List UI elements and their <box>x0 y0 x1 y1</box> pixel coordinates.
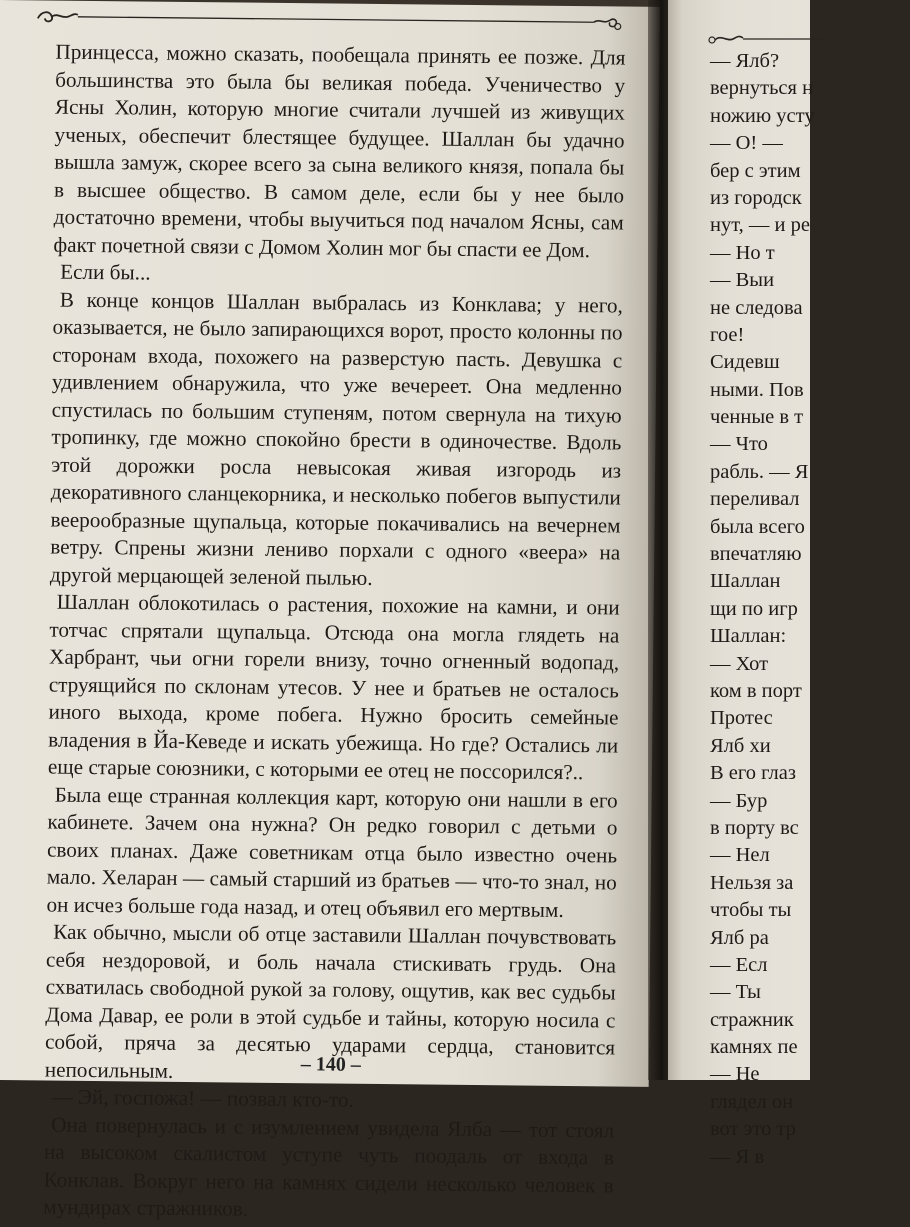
text-line: вот это тр <box>710 1118 796 1141</box>
text-line: вернуться н <box>710 77 814 100</box>
paragraph: Была еще странная коллекция карт, которую они нашли в его кабинете. Зачем она нужна? Он редко говорил с детьми о своих планах. Даже советникам отца было известно очень мало. Хеларан — самый старший из братьев — что-то знал, но он исчез больше года назад, и отец объявил его мертвым. <box>46 782 618 922</box>
text-line: — Я в <box>710 1145 765 1168</box>
text-line: нут, — и ре <box>710 214 810 237</box>
paragraph: Если бы... <box>60 259 151 285</box>
text-line: ножию усту <box>710 104 815 127</box>
text-line: Сидевш <box>710 351 780 374</box>
text-line: рабль. — Я <box>710 460 809 483</box>
text-line: Шаллан: <box>710 625 787 648</box>
text-line: — Ялб? <box>710 50 780 72</box>
right-page-body <box>710 48 910 1171</box>
text-line: Протес <box>710 707 773 730</box>
right-page <box>668 0 815 1168</box>
text-line: чтобы ты <box>710 899 792 922</box>
text-line: — Бур <box>710 789 768 812</box>
text-line: — Не <box>710 1063 760 1086</box>
text-line: стражник <box>710 1008 794 1031</box>
header-ornament <box>706 30 826 48</box>
text-line: камнях пе <box>710 1036 798 1059</box>
left-page-body <box>43 39 625 1227</box>
paragraph: Шаллан облокотилась о растения, похожие на камни, и они тотчас спрятали щупальца. Отсюда она могла глядеть на Харбрант, чьи огни горели внизу, точно огненный водопад, струящийся по склонам утесов. У нее и братьев не осталось иного выхода, кроме побега. Нужно бросить семейные владения в Йа-Кеведе и искать убежища. Но где? Остались ли еще старые союзники, с которыми ее отец не поссорился?.. <box>47 589 620 785</box>
text-line: гое! <box>710 323 745 346</box>
text-line: не следова <box>710 296 803 319</box>
page-number: – 140 – <box>300 1053 361 1076</box>
text-line: — Нел <box>710 844 770 867</box>
paragraph: В конце концов Шаллан выбралась из Конклава; у него, оказывается, не было запирающихся ворот, просто колонны по сторонам входа, похожего на разверстую пасть. Девушка с удивлением обнаружила, что уже вечереет. Она медленно спустилась по большим ступеням, потом свернула на тихую тропинку, где можно спокойно брести в одиночестве. Вдоль этой дорожки росла невысокая живая изгородь из декоративного сланцекорника, и несколько побегов выпустили веерообразные щупальца, которые покачивались на вечернем ветру. Спрены жизни лениво порхали с одного «веера» на другой мерцающей зеленой пылью. <box>49 287 623 590</box>
text-line: переливал <box>710 488 800 511</box>
text-line: Ялб хи <box>710 734 771 757</box>
text-line: ком в порт <box>710 679 802 702</box>
text-line: Нельзя за <box>710 871 794 894</box>
text-line: была всего <box>710 515 805 538</box>
text-line: В его глаз <box>710 762 796 785</box>
text-line: глядел он <box>710 1090 794 1113</box>
text-line: — О! — <box>710 132 783 155</box>
text-line: — Выи <box>710 269 775 292</box>
text-line: — Что <box>710 433 768 456</box>
paragraph: Принцесса, можно сказать, пообещала принять ее позже. Для большинства это была бы великая победа. Ученичество у Ясны Холин, которую многие считали лучшей из живущих ученых, обеспечит блестящее будущее. Шаллан бы удачно вышла замуж, скорее всего за сына великого князя, попала бы в высшее общество. В самом деле, если бы у нее было достаточно времени, чтобы выучиться под началом Ясны, сам факт почетной связи с Домом Холин мог бы спасти ее Дом. <box>53 39 626 262</box>
text-line: Шаллан <box>710 570 781 593</box>
paragraph: — Эй, госпожа! — позвал кто-то. <box>51 1084 355 1112</box>
paragraph: Как обычно, мысли об отце заставили Шаллан почувствовать себя нездоровой, и боль начала стискивать грудь. Она схватилась свободной рукой за голову, ощутив, как вес судьбы Дома Давар, ее роли в этой судьбе и тайны, которую носила с собой, пряча за десятью ударами сердца, становится непосильным. <box>44 919 617 1083</box>
header-ornament <box>34 6 624 32</box>
text-line: ными. Пов <box>710 378 804 401</box>
text-line: — Но т <box>710 241 775 264</box>
text-line: — Хот <box>710 652 769 675</box>
text-line: ченные в т <box>710 406 804 429</box>
text-line: бер с этим <box>710 159 801 182</box>
paragraph: Она повернулась и с изумлением увидела Ялба — тот стоял на высоком скалистом уступе чуть поодаль от входа в Конклав. Вокруг него на камнях сидели несколько человек в мундирах стражников. <box>43 1112 615 1221</box>
text-line: — Ты <box>710 981 761 1004</box>
text-line: впечатляю <box>710 543 802 566</box>
text-line: в порту вс <box>710 816 799 839</box>
text-line: Ялб ра <box>710 926 769 949</box>
text-line: — Есл <box>710 953 768 976</box>
text-line: щи по игр <box>710 597 798 620</box>
text-line: из городск <box>710 186 802 209</box>
